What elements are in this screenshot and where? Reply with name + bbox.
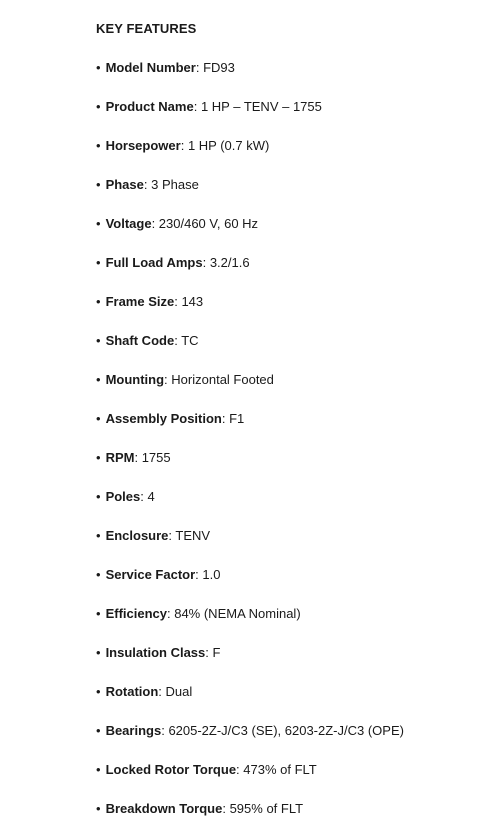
feature-value: 1 HP (0.7 kW) xyxy=(187,138,270,153)
bullet-icon: • xyxy=(96,60,101,75)
bullet-icon: • xyxy=(96,294,101,309)
feature-value: 1.0 xyxy=(202,567,221,582)
feature-item xyxy=(96,761,486,779)
feature-item xyxy=(96,800,486,818)
feature-separator: : xyxy=(180,138,188,153)
feature-label: Bearings xyxy=(105,723,162,738)
feature-value: TENV xyxy=(175,528,211,543)
feature-separator: : xyxy=(151,216,159,231)
feature-value: 1 HP – TENV – 1755 xyxy=(200,99,322,114)
feature-label: Insulation Class xyxy=(105,645,206,660)
feature-value: 3 Phase xyxy=(151,177,199,192)
feature-separator: : xyxy=(161,723,169,738)
feature-list xyxy=(96,59,486,818)
feature-item xyxy=(96,527,486,545)
feature-value: 1755 xyxy=(141,450,171,465)
feature-label: Product Name xyxy=(105,99,194,114)
bullet-icon: • xyxy=(96,762,101,777)
feature-separator: : xyxy=(168,528,176,543)
feature-label: Model Number xyxy=(105,60,196,75)
feature-item xyxy=(96,722,486,740)
bullet-icon: • xyxy=(96,450,101,465)
feature-label: Full Load Amps xyxy=(105,255,203,270)
feature-separator: : xyxy=(193,99,201,114)
feature-separator: : xyxy=(174,294,182,309)
feature-value: 3.2/1.6 xyxy=(209,255,250,270)
feature-item xyxy=(96,215,486,233)
feature-separator: : xyxy=(195,567,203,582)
feature-item xyxy=(96,176,486,194)
feature-label: Service Factor xyxy=(105,567,196,582)
feature-item xyxy=(96,683,486,701)
feature-item xyxy=(96,566,486,584)
feature-value: 230/460 V, 60 Hz xyxy=(158,216,259,231)
feature-separator: : xyxy=(222,801,230,816)
feature-item xyxy=(96,371,486,389)
section-heading: KEY FEATURES xyxy=(96,21,197,36)
bullet-icon: • xyxy=(96,645,101,660)
bullet-icon: • xyxy=(96,333,101,348)
feature-separator: : xyxy=(164,372,172,387)
feature-label: Phase xyxy=(105,177,144,192)
feature-value: 143 xyxy=(181,294,204,309)
feature-value: F1 xyxy=(229,411,245,426)
feature-item xyxy=(96,59,486,77)
feature-separator: : xyxy=(221,411,230,426)
bullet-icon: • xyxy=(96,684,101,699)
feature-label: Locked Rotor Torque xyxy=(105,762,237,777)
feature-value: TC xyxy=(181,333,199,348)
feature-separator: : xyxy=(140,489,148,504)
feature-label: Breakdown Torque xyxy=(105,801,223,816)
feature-separator: : xyxy=(134,450,142,465)
feature-value: Dual xyxy=(165,684,193,699)
feature-separator: : xyxy=(195,60,204,75)
feature-separator: : xyxy=(158,684,166,699)
feature-value: 473% of FLT xyxy=(243,762,317,777)
bullet-icon: • xyxy=(96,177,101,192)
feature-label: Enclosure xyxy=(105,528,169,543)
feature-value: FD93 xyxy=(203,60,235,75)
bullet-icon: • xyxy=(96,528,101,543)
bullet-icon: • xyxy=(96,567,101,582)
bullet-icon: • xyxy=(96,801,101,816)
feature-value: Horizontal Footed xyxy=(171,372,274,387)
feature-item xyxy=(96,254,486,272)
feature-label: RPM xyxy=(105,450,135,465)
feature-separator: : xyxy=(202,255,210,270)
feature-item xyxy=(96,332,486,350)
bullet-icon: • xyxy=(96,411,101,426)
feature-label: Shaft Code xyxy=(105,333,175,348)
feature-label: Frame Size xyxy=(105,294,175,309)
feature-label: Efficiency xyxy=(105,606,167,621)
feature-label: Assembly Position xyxy=(105,411,222,426)
feature-separator: : xyxy=(174,333,182,348)
feature-item xyxy=(96,293,486,311)
bullet-icon: • xyxy=(96,99,101,114)
feature-value: 6205-2Z-J/C3 (SE), 6203-2Z-J/C3 (OPE) xyxy=(168,723,404,738)
feature-label: Rotation xyxy=(105,684,159,699)
bullet-icon: • xyxy=(96,489,101,504)
feature-item xyxy=(96,98,486,116)
feature-item xyxy=(96,137,486,155)
feature-value: F xyxy=(212,645,221,660)
feature-label: Horsepower xyxy=(105,138,181,153)
key-features-section xyxy=(96,20,486,839)
feature-label: Poles xyxy=(105,489,141,504)
feature-separator: : xyxy=(205,645,213,660)
bullet-icon: • xyxy=(96,138,101,153)
feature-item xyxy=(96,605,486,623)
feature-item xyxy=(96,410,486,428)
bullet-icon: • xyxy=(96,216,101,231)
bullet-icon: • xyxy=(96,606,101,621)
feature-separator: : xyxy=(166,606,175,621)
feature-item xyxy=(96,644,486,662)
bullet-icon: • xyxy=(96,723,101,738)
feature-item xyxy=(96,449,486,467)
bullet-icon: • xyxy=(96,255,101,270)
feature-separator: : xyxy=(143,177,152,192)
feature-item xyxy=(96,488,486,506)
feature-value: 84% (NEMA Nominal) xyxy=(174,606,301,621)
feature-value: 595% of FLT xyxy=(229,801,304,816)
feature-value: 4 xyxy=(147,489,155,504)
feature-label: Voltage xyxy=(105,216,152,231)
feature-label: Mounting xyxy=(105,372,165,387)
bullet-icon: • xyxy=(96,372,101,387)
feature-separator: : xyxy=(236,762,244,777)
